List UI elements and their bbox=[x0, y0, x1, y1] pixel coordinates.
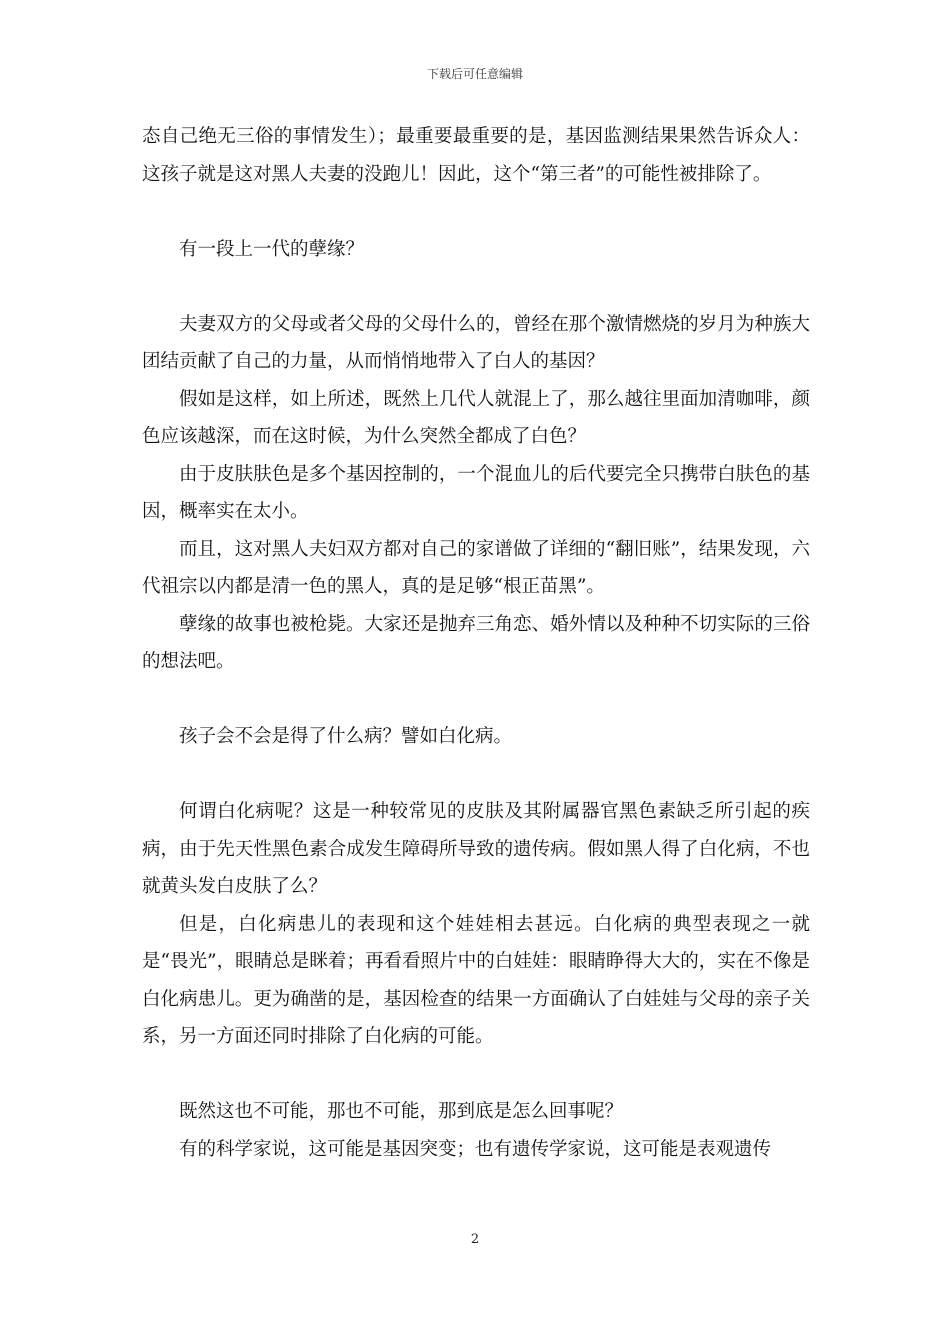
paragraph: 孽缘的故事也被枪毙。大家还是抛弃三角恋、婚外情以及种种不切实际的三俗的想法吧。 bbox=[142, 613, 810, 672]
paragraph-gap bbox=[142, 756, 810, 794]
page-header: 下载后可任意编辑 bbox=[426, 67, 523, 81]
paragraph: 有的科学家说，这可能是基因突变；也有遗传学家说，这可能是表观遗传 bbox=[179, 1138, 772, 1160]
paragraph: 何谓白化病呢？这是一种较常见的皮肤及其附属器官黑色素缺乏所引起的疾病，由于先天性黑色素合成发生障碍所导致的遗传病。假如黑人得了白化病，不也就黄头发白皮肤了么？ bbox=[142, 801, 810, 897]
paragraph-gap bbox=[142, 268, 810, 306]
section-question: 既然这也不可能，那也不可能，那到底是怎么回事呢？ bbox=[179, 1101, 624, 1122]
section-question: 有一段上一代的孽缘？ bbox=[179, 238, 365, 260]
paragraph-gap bbox=[142, 193, 810, 231]
paragraph: 而且，这对黑人夫妇双方都对自己的家谱做了详细的“翻旧账”，结果发现，六代祖宗以内都是清一色的黑人，真的是足够“根正苗黑”。 bbox=[142, 538, 810, 597]
paragraph: 但是，白化病患儿的表现和这个娃娃相去甚远。白化病的典型表现之一就是“畏光”，眼睛总是眯着；再看看照片中的白娃娃：眼睛睁得大大的，实在不像是白化病患儿。更为确凿的是，基因检查的结果一方面确认了白娃娃与父母的亲子关系，另一方面还同时排除了白化病的可能。 bbox=[142, 913, 810, 1047]
paragraph: 假如是这样，如上所述，既然上几代人就混上了，那么越往里面加清咖啡，颜色应该越深，而在这时候，为什么突然全都成了白色？ bbox=[142, 388, 810, 447]
page-number: 2 bbox=[470, 1232, 480, 1247]
document-body bbox=[142, 118, 810, 1168]
paragraph-gap bbox=[142, 681, 810, 719]
section-question: 孩子会不会是得了什么病？譬如白化病。 bbox=[179, 726, 513, 747]
paragraph: 由于皮肤肤色是多个基因控制的，一个混血儿的后代要完全只携带白肤色的基因，概率实在太小。 bbox=[142, 463, 810, 522]
paragraph: 夫妻双方的父母或者父母的父母什么的，曾经在那个激情燃烧的岁月为种族大团结贡献了自己的力量，从而悄悄地带入了白人的基因？ bbox=[142, 313, 810, 372]
paragraph-gap bbox=[142, 1056, 810, 1094]
paragraph-continuation: 态自己绝无三俗的事情发生）；最重要最重要的是，基因监测结果果然告诉众人：这孩子就是这对黑人夫妻的没跑儿！因此，这个“第三者”的可能性被排除了。 bbox=[142, 126, 810, 185]
